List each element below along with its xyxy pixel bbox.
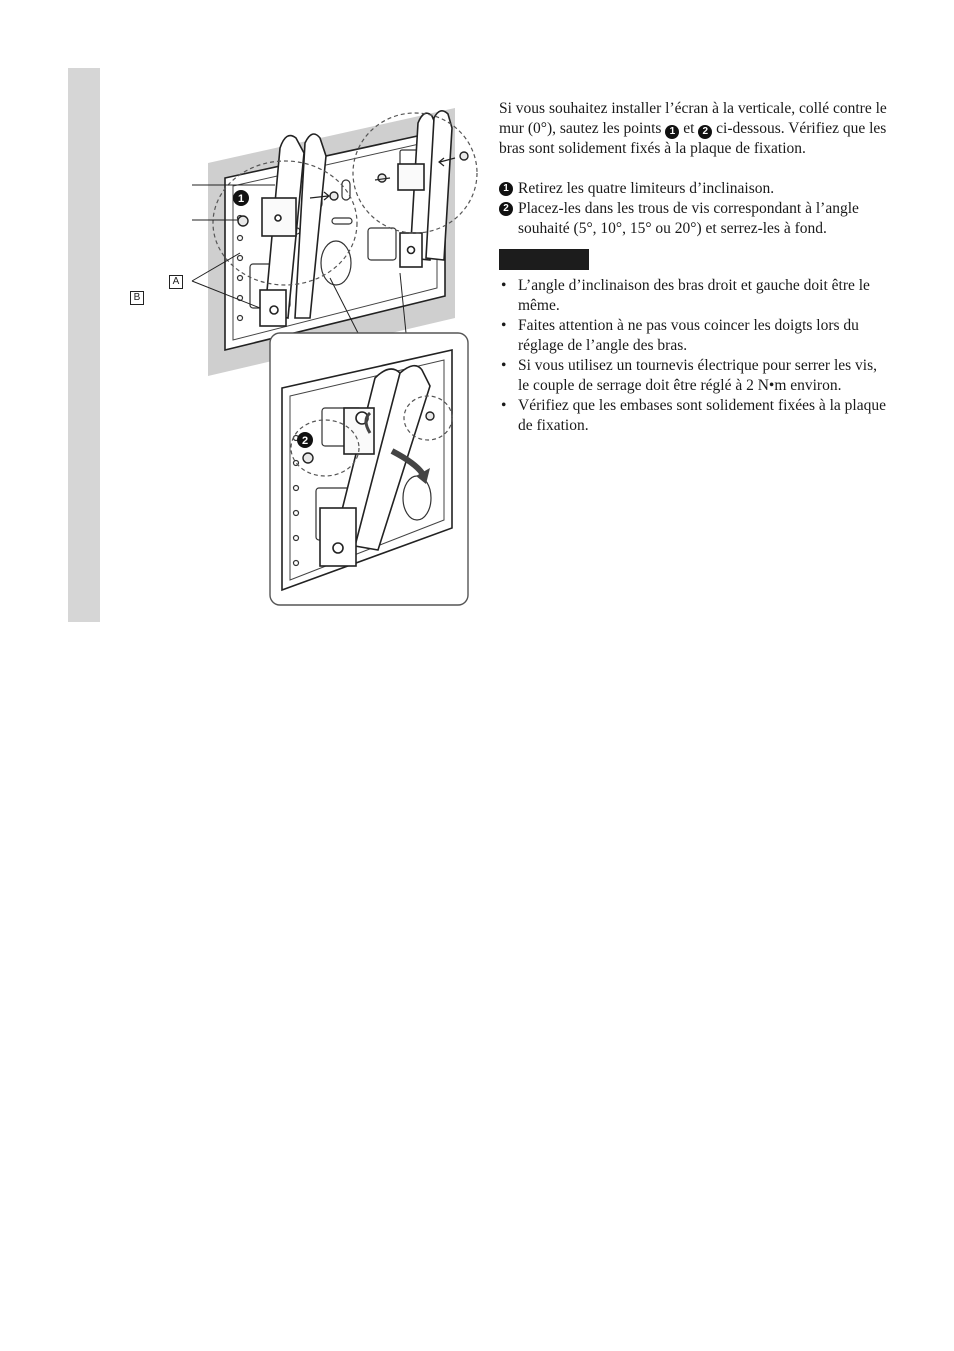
section-side-tab: [68, 68, 100, 622]
intro-and: et: [679, 120, 699, 137]
callout-2-label: 2: [301, 435, 309, 447]
step-number: 1: [499, 182, 513, 196]
step-number: 2: [499, 202, 513, 216]
note-item: • Faites attention à ne pas vous coincer les doigts lors du réglage de l’angle des bras.: [499, 316, 891, 356]
step-2-marker: 2: [698, 125, 712, 139]
note-item: • Vérifiez que les embases sont solidement fixées à la plaque de fixation.: [499, 396, 891, 436]
tilt-adjustment-illustration: [100, 68, 490, 628]
callout-1-label: 1: [237, 193, 245, 205]
note-item: • Si vous utilisez un tournevis électrique pour serrer les vis, le couple de serrage doit être réglé à 2 N•m environ.: [499, 356, 891, 396]
label-b: B: [130, 291, 144, 305]
step-item: [499, 179, 891, 199]
steps-list: [499, 179, 891, 239]
notes-heading-bar: [499, 249, 589, 270]
intro-text-2: ci-dessous. Vérifiez que les bras sont solidement fixés à la plaque de fixation.: [499, 120, 887, 157]
step-text: Placez-les dans les trous de vis correspondant à l’angle souhaité (5°, 10°, 15° ou 20°) et serrez-les à fond.: [518, 200, 859, 237]
bracket-drawing: [100, 68, 490, 628]
step-1-marker: 1: [665, 125, 679, 139]
notes-list: [499, 276, 891, 436]
intro-paragraph: [499, 99, 891, 159]
instruction-text: [499, 99, 891, 436]
note-item: • L’angle d’inclinaison des bras droit et gauche doit être le même.: [499, 276, 891, 316]
intro-text-1: Si vous souhaitez installer l’écran à la verticale, collé contre le mur (0°), sautez les points: [499, 100, 887, 137]
label-a: A: [169, 275, 183, 289]
step-item: [499, 199, 891, 239]
step-text: Retirez les quatre limiteurs d’inclinaison.: [518, 180, 775, 197]
